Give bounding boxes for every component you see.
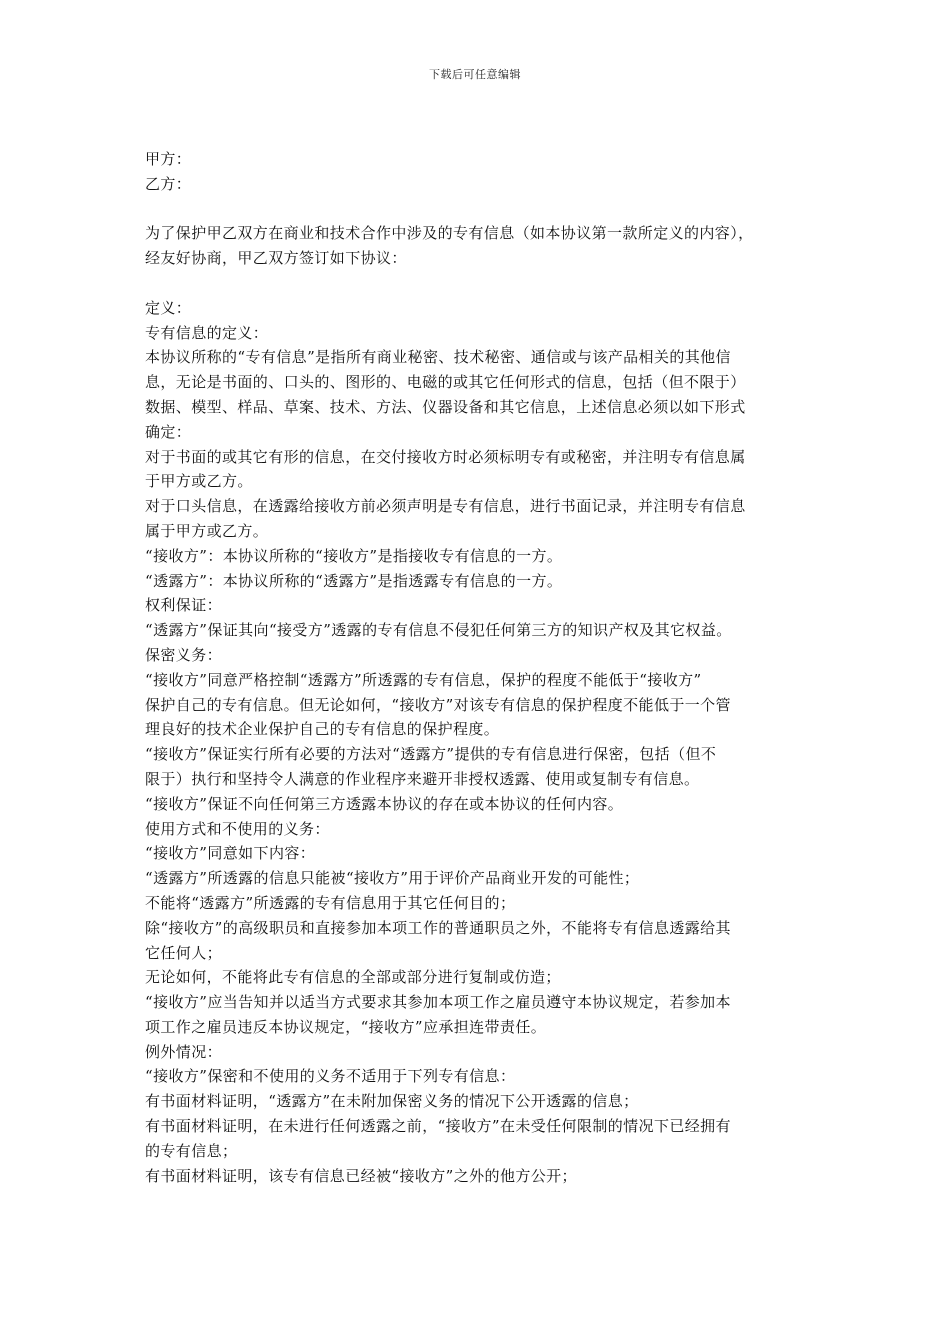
text-line: 除“接收方”的高级职员和直接参加本项工作的普通职员之外，不能将专有信息透露给其 xyxy=(145,918,731,937)
text-line: 无论如何，不能将此专有信息的全部或部分进行复制或仿造； xyxy=(145,968,561,987)
text-line: 限于）执行和坚持令人满意的作业程序来避开非授权透露、使用或复制专有信息。 xyxy=(145,769,700,788)
text-line: 于甲方或乙方。 xyxy=(145,472,253,491)
section-heading-usage: 使用方式和不使用的义务： xyxy=(145,819,330,838)
text-line: “接收方”同意如下内容： xyxy=(145,844,316,863)
text-line: “接收方”保密和不使用的义务不适用于下列专有信息： xyxy=(145,1067,516,1086)
text-line: 本协议所称的“专有信息”是指所有商业秘密、技术秘密、通信或与该产品相关的其他信 xyxy=(145,348,731,367)
party-b-line: 乙方： xyxy=(145,174,192,193)
blank-line xyxy=(145,197,815,222)
section-heading-rights: 权利保证： xyxy=(145,596,223,615)
header-note: 下载后可任意编辑 xyxy=(429,68,521,81)
text-line: 确定： xyxy=(145,422,192,441)
text-line: 不能将“透露方”所透露的专有信息用于其它任何目的； xyxy=(145,893,516,912)
text-line: 理良好的技术企业保护自己的专有信息的保护程度。 xyxy=(145,720,500,739)
text-line: 的专有信息； xyxy=(145,1141,238,1160)
text-line: “接收方”保证不向任何第三方透露本协议的存在或本协议的任何内容。 xyxy=(145,794,624,813)
text-line: “接收方”应当告知并以适当方式要求其参加本项工作之雇员遵守本协议规定，若参加本 xyxy=(145,993,731,1012)
party-a-line: 甲方： xyxy=(145,150,192,168)
text-line: “接收方”同意严格控制“透露方”所透露的专有信息，保护的程度不能低于“接收方” xyxy=(145,670,702,689)
subheading-proprietary-info: 专有信息的定义： xyxy=(145,323,269,342)
document-body xyxy=(145,147,815,1188)
text-line: 对于书面的或其它有形的信息，在交付接收方时必须标明专有或秘密，并注明专有信息属 xyxy=(145,447,746,466)
text-line: 属于甲方或乙方。 xyxy=(145,521,269,540)
text-line: 数据、模型、样品、草案、技术、方法、仪器设备和其它信息，上述信息必须以如下形式 xyxy=(145,397,746,416)
section-heading-confidentiality: 保密义务： xyxy=(145,645,223,664)
text-line: 对于口头信息，在透露给接收方前必须声明是专有信息，进行书面记录，并注明专有信息 xyxy=(145,497,746,516)
text-line: “接收方”保证实行所有必要的方法对“透露方”提供的专有信息进行保密，包括（但不 xyxy=(145,745,717,764)
text-line: 息，无论是书面的、口头的、图形的、电磁的或其它任何形式的信息，包括（但不限于） xyxy=(145,373,746,392)
text-line: 保护自己的专有信息。但无论如何，“接收方”对该专有信息的保护程度不能低于一个管 xyxy=(145,695,731,714)
blank-line xyxy=(145,271,815,296)
preamble-line-1: 为了保护甲乙双方在商业和技术合作中涉及的专有信息（如本协议第一款所定义的内容）， xyxy=(145,224,754,243)
text-line: “透露方”保证其向“接受方”透露的专有信息不侵犯任何第三方的知识产权及其它权益。 xyxy=(145,621,732,640)
text-line: “接收方”：本协议所称的“接收方”是指接收专有信息的一方。 xyxy=(145,546,563,565)
text-line: “透露方”：本协议所称的“透露方”是指透露专有信息的一方。 xyxy=(145,571,563,590)
preamble-line-2: 经友好协商，甲乙双方签订如下协议： xyxy=(145,249,407,268)
text-line: “透露方”所透露的信息只能被“接收方”用于评价产品商业开发的可能性； xyxy=(145,869,640,888)
text-line: 有书面材料证明，该专有信息已经被“接收方”之外的他方公开； xyxy=(145,1166,577,1185)
text-line: 它任何人； xyxy=(145,943,223,962)
text-line: 有书面材料证明，在未进行任何透露之前，“接收方”在未受任何限制的情况下已经拥有 xyxy=(145,1117,731,1136)
text-line: 有书面材料证明，“透露方”在未附加保密义务的情况下公开透露的信息； xyxy=(145,1092,639,1111)
text-line: 项工作之雇员违反本协议规定，“接收方”应承担连带责任。 xyxy=(145,1017,547,1036)
section-heading-exceptions: 例外情况： xyxy=(145,1042,223,1061)
section-heading-definitions: 定义： xyxy=(145,298,192,317)
